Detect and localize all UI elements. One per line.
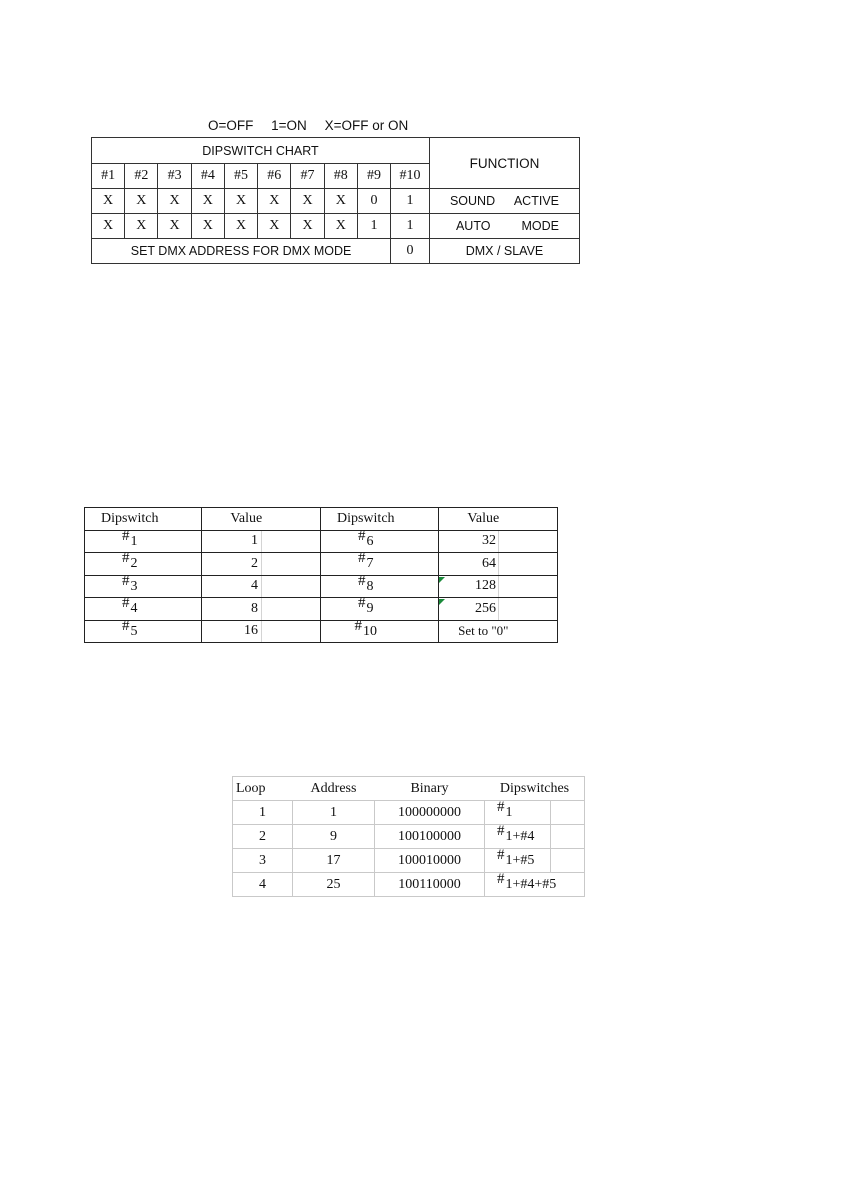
hash-symbol: # (354, 617, 363, 634)
switch-cell: X (158, 189, 191, 214)
switch-header: #2 (125, 164, 158, 189)
loop-dipswitches (485, 825, 551, 849)
loop-address: 1 (293, 801, 375, 825)
loop-header-row (233, 777, 585, 801)
switch-number: 5 (130, 623, 138, 639)
loop-dipswitches (485, 801, 551, 825)
loop-address: 17 (293, 849, 375, 873)
loop-dipswitches (485, 873, 585, 897)
auto-mode-row (92, 214, 580, 239)
loop-address-table (232, 776, 585, 897)
switch-cell: X (324, 189, 357, 214)
hash-symbol: # (497, 871, 505, 887)
switch-label (321, 595, 411, 621)
switch-value: 4 (202, 575, 262, 598)
switch-value: 1 (202, 530, 262, 553)
value-header: Value (439, 508, 528, 531)
switch-value: 64 (439, 553, 499, 576)
switch-cell: 1 (391, 189, 430, 214)
switch-value: Set to "0" (439, 620, 528, 643)
switch-number: 9 (366, 601, 374, 617)
dipswitch-combo: 1 (505, 805, 513, 820)
function-name: SOUND (449, 194, 496, 208)
loop-dipswitches (485, 849, 551, 873)
switch-value: 8 (202, 598, 262, 621)
switch-cell: 0 (391, 239, 430, 264)
chart-title-row (92, 138, 580, 164)
loop-number: 2 (233, 825, 293, 849)
legend-on: 1=ON (271, 118, 307, 133)
loop-number: 4 (233, 873, 293, 897)
switch-number: 2 (130, 556, 138, 572)
hash-symbol: # (122, 572, 130, 589)
switch-cell: X (291, 189, 324, 214)
switch-header: #8 (324, 164, 357, 189)
switch-cell: X (258, 214, 291, 239)
loop-number: 1 (233, 801, 293, 825)
loop-address: 25 (293, 873, 375, 897)
function-cell (429, 214, 579, 239)
table-row (233, 849, 585, 873)
switch-cell: 1 (357, 214, 390, 239)
loop-binary: 100100000 (375, 825, 485, 849)
switch-cell: X (224, 189, 257, 214)
hash-symbol: # (122, 617, 130, 634)
table-row (85, 598, 558, 621)
dipswitch-header: Dipswitch (85, 508, 175, 531)
hash-symbol: # (122, 595, 130, 612)
switch-label (85, 550, 175, 576)
dipswitch-combo: 1+#4+#5 (505, 877, 557, 892)
switch-label (85, 617, 175, 643)
sound-active-row (92, 189, 580, 214)
switch-cell: X (158, 214, 191, 239)
legend-either: X=OFF or ON (324, 118, 409, 133)
switch-header: #3 (158, 164, 191, 189)
switch-cell: X (258, 189, 291, 214)
switch-header: #4 (191, 164, 224, 189)
switch-cell: X (92, 214, 125, 239)
hash-symbol: # (122, 527, 130, 544)
loop-binary: 100000000 (375, 801, 485, 825)
legend-off: O=OFF (208, 118, 254, 133)
hash-symbol: # (497, 823, 505, 839)
switch-number: 7 (366, 556, 374, 572)
hash-symbol: # (122, 550, 130, 567)
loop-address: 9 (293, 825, 375, 849)
function-cell (429, 189, 579, 214)
hash-symbol: # (497, 799, 505, 815)
table-row (233, 873, 585, 897)
table-row (85, 575, 558, 598)
dipswitch-header: Dipswitch (321, 508, 411, 531)
switch-cell: X (125, 189, 158, 214)
switch-cell: X (224, 214, 257, 239)
chart-title: DIPSWITCH CHART (92, 138, 430, 164)
function-name: AUTO (455, 219, 491, 233)
switch-number: 3 (130, 578, 138, 594)
function-mode: MODE (521, 219, 559, 233)
switch-header: #6 (258, 164, 291, 189)
switch-cell: X (191, 214, 224, 239)
switch-header: #5 (224, 164, 257, 189)
table-row (85, 620, 558, 643)
switch-cell: X (191, 189, 224, 214)
hash-symbol: # (358, 550, 366, 567)
dipswitch-value-table (84, 507, 558, 643)
hash-symbol: # (497, 847, 505, 863)
switch-number: 6 (366, 533, 374, 549)
switch-cell: 1 (391, 214, 430, 239)
hash-symbol: # (358, 572, 366, 589)
loop-binary: 100110000 (375, 873, 485, 897)
hash-symbol: # (358, 595, 366, 612)
switch-number: 8 (366, 578, 374, 594)
switch-cell: X (125, 214, 158, 239)
switch-cell: X (291, 214, 324, 239)
table-row (233, 801, 585, 825)
loop-header: Loop (233, 777, 293, 801)
switch-value: 128 (439, 575, 499, 598)
switch-value: 32 (439, 530, 499, 553)
loop-number: 3 (233, 849, 293, 873)
switch-value: 16 (202, 620, 262, 643)
table-row (233, 825, 585, 849)
switch-value: 2 (202, 553, 262, 576)
loop-binary: 100010000 (375, 849, 485, 873)
switch-number: 10 (363, 623, 378, 639)
switch-header: #9 (357, 164, 390, 189)
hash-symbol: # (358, 527, 366, 544)
dmx-address-label: SET DMX ADDRESS FOR DMX MODE (92, 239, 391, 264)
binary-header: Binary (375, 777, 485, 801)
dipswitch-legend (208, 118, 422, 133)
dmx-slave-function: DMX / SLAVE (429, 239, 579, 264)
switch-header: #7 (291, 164, 324, 189)
switch-cell: X (324, 214, 357, 239)
switch-label (85, 595, 175, 621)
table-row (85, 530, 558, 553)
switch-header: #1 (92, 164, 125, 189)
dipswitch-combo: 1+#5 (505, 853, 535, 868)
switch-number: 1 (130, 533, 138, 549)
function-header: FUNCTION (429, 138, 579, 189)
dipswitch-chart-table (91, 137, 580, 264)
dmx-mode-row (92, 239, 580, 264)
switch-cell: 0 (357, 189, 390, 214)
switch-value: 256 (439, 598, 499, 621)
function-mode: ACTIVE (513, 194, 559, 208)
switch-number: 4 (130, 601, 138, 617)
dipswitches-header: Dipswitches (485, 777, 585, 801)
address-header: Address (293, 777, 375, 801)
value-header: Value (202, 508, 291, 531)
switch-label (321, 550, 411, 576)
dipswitch-combo: 1+#4 (505, 829, 535, 844)
value-header-row (85, 508, 558, 531)
switch-cell: X (92, 189, 125, 214)
switch-header: #10 (391, 164, 430, 189)
table-row (85, 553, 558, 576)
switch-label (321, 617, 411, 643)
